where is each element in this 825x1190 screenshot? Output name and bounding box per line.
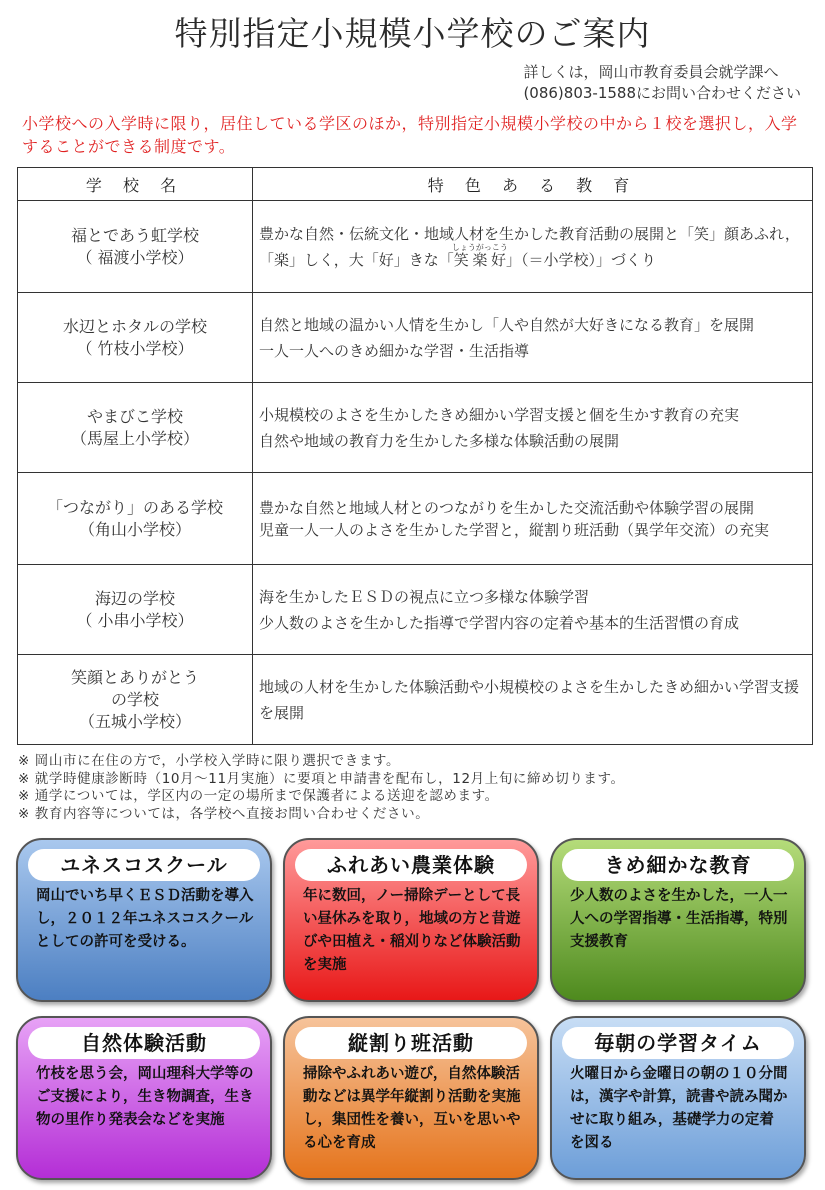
feature-text: 一人一人へのきめ細かな学習・生活指導	[259, 341, 530, 360]
ruby-reading: しょうがっこう	[451, 242, 508, 252]
school-name-cell	[18, 655, 253, 745]
feature-box-title: 自然体験活動	[28, 1027, 260, 1059]
feature-cell	[253, 383, 813, 473]
note-item: ※ 岡山市に在住の方で，小学校入学時に限り選択できます。	[18, 753, 401, 769]
school-nickname: 水辺とホタルの学校	[62, 316, 207, 336]
contact-info	[523, 62, 801, 104]
feature-cell	[253, 473, 813, 565]
table-header-row	[18, 168, 813, 201]
school-official-name: （ 小串小学校）	[76, 610, 194, 630]
feature-text: 自然と地域の温かい人情を生かし「人や自然が大好きになる教育」を展開	[259, 315, 755, 334]
ruby-base: 笑楽好	[451, 250, 508, 269]
feature-cell	[253, 655, 813, 745]
feature-box-group-activity	[283, 1016, 539, 1180]
feature-box-unesco	[16, 838, 272, 1002]
feature-box-nature	[16, 1016, 272, 1180]
contact-phone: (086)803-1588にお問い合わせください	[523, 84, 801, 102]
feature-box-body: 竹枝を思う会，岡山理科大学等のご支援により，生き物調査，生き物の里作り発表会などを実施	[36, 1066, 254, 1128]
school-official-name: （五城小学校）	[78, 711, 191, 731]
table-row	[18, 565, 813, 655]
note-item: ※ 就学時健康診断時（10月～11月実施）に要項と申請書を配布し，12月上旬に締め切ります。	[18, 770, 625, 787]
notes	[18, 753, 625, 823]
note-item: ※ 通学については，学区内の一定の場所まで保護者による送迎を認めます。	[18, 788, 499, 804]
school-nickname: 福とであう虹学校	[70, 225, 199, 245]
feature-cell	[253, 565, 813, 655]
feature-box-title: ユネスコスクール	[28, 849, 260, 881]
header-school-name: 学 校 名	[18, 168, 253, 201]
school-official-name: （馬屋上小学校）	[70, 428, 199, 448]
feature-box-farming	[283, 838, 539, 1002]
feature-box-body: 少人数のよさを生かした，一人一人への学習指導・生活指導，特別支援教育	[570, 888, 788, 950]
feature-text: 少人数のよさを生かした指導で学習内容の定着や基本的生活習慣の育成	[259, 613, 740, 632]
feature-box-morning-study	[550, 1016, 806, 1180]
school-official-name: （角山小学校）	[78, 519, 191, 539]
school-official-name: （ 竹枝小学校）	[76, 338, 194, 358]
intro-text: 小学校への入学時に限り，居住している学区のほか，特別指定小規模小学校の中から１校を選択し，入学することができる制度です。	[22, 114, 798, 156]
feature-text: 豊かな自然と地域人材とのつながりを生かした交流活動や体験学習の展開	[259, 498, 755, 517]
school-official-name: （ 福渡小学校）	[76, 247, 194, 267]
school-nickname: 海辺の学校	[94, 588, 175, 608]
school-nickname-line2: の学校	[110, 689, 159, 709]
feature-box-fine-education	[550, 838, 806, 1002]
feature-text: 小規模校のよさを生かしたきめ細かい学習支援と個を生かす教育の充実	[259, 405, 740, 424]
feature-box-body: 掃除やふれあい遊び，自然体験活動などは異学年縦割り活動を実施し，集団性を養い，互いを思いやる心を育成	[303, 1066, 521, 1151]
feature-cell	[253, 293, 813, 383]
table-row	[18, 473, 813, 565]
feature-text: 海を生かしたＥＳＤの視点に立つ多様な体験学習	[259, 587, 590, 606]
feature-box-body: 年に数回，ノー掃除デーとして長い昼休みを取り，地域の方と昔遊びや田植え・稲刈りなど体験活動を実施	[303, 888, 521, 973]
feature-text-end: 」（＝小学校）」づくり	[506, 250, 657, 269]
school-nickname: 笑顔とありがとう	[70, 667, 199, 687]
contact-line: 詳しくは，岡山市教育委員会就学課へ	[523, 63, 779, 81]
ruby-word	[451, 242, 508, 269]
feature-cell	[253, 201, 813, 293]
school-nickname: やまびこ学校	[86, 406, 183, 426]
school-nickname: 「つながり」のある学校	[46, 497, 223, 517]
feature-text: 自然や地域の教育力を生かした多様な体験活動の展開	[259, 431, 620, 450]
table-row	[18, 655, 813, 745]
feature-text: 児童一人一人のよさを生かした学習と，縦割り班活動（異学年交流）の充実	[259, 520, 770, 539]
note-item: ※ 教育内容等については，各学校へ直接お問い合わせください。	[18, 805, 430, 822]
feature-box-body: 火曜日から金曜日の朝の１０分間は，漢字や計算，読書や読み聞かせに取り組み，基礎学力の定着を図る	[570, 1066, 788, 1151]
feature-box-title: 縦割り班活動	[295, 1027, 527, 1059]
feature-box-title: きめ細かな教育	[562, 849, 794, 881]
school-name-cell	[18, 201, 253, 293]
feature-box-title: ふれあい農業体験	[295, 849, 527, 881]
schools-table	[17, 167, 813, 745]
table-row	[18, 201, 813, 293]
page-title: 特別指定小規模小学校のご案内	[174, 14, 651, 53]
feature-box-title: 毎朝の学習タイム	[562, 1027, 794, 1059]
table-row	[18, 293, 813, 383]
header-feature: 特 色 あ る 教 育	[253, 168, 813, 201]
school-name-cell	[18, 473, 253, 565]
feature-box-body: 岡山でいち早くＥＳＤ活動を導入し，２０１２年ユネスコスクールとしての許可を受ける。	[36, 888, 254, 950]
feature-text: 地域の人材を生かした体験活動や小規模校のよさを生かしたきめ細かい学習支援を展開	[259, 677, 800, 722]
table-row	[18, 383, 813, 473]
school-name-cell	[18, 383, 253, 473]
feature-text: 豊かな自然・伝統文化・地域人材を生かした教育活動の展開と「笑」顔あふれ，「楽」しく，大「好」きな「	[259, 224, 800, 269]
school-name-cell	[18, 293, 253, 383]
school-name-cell	[18, 565, 253, 655]
